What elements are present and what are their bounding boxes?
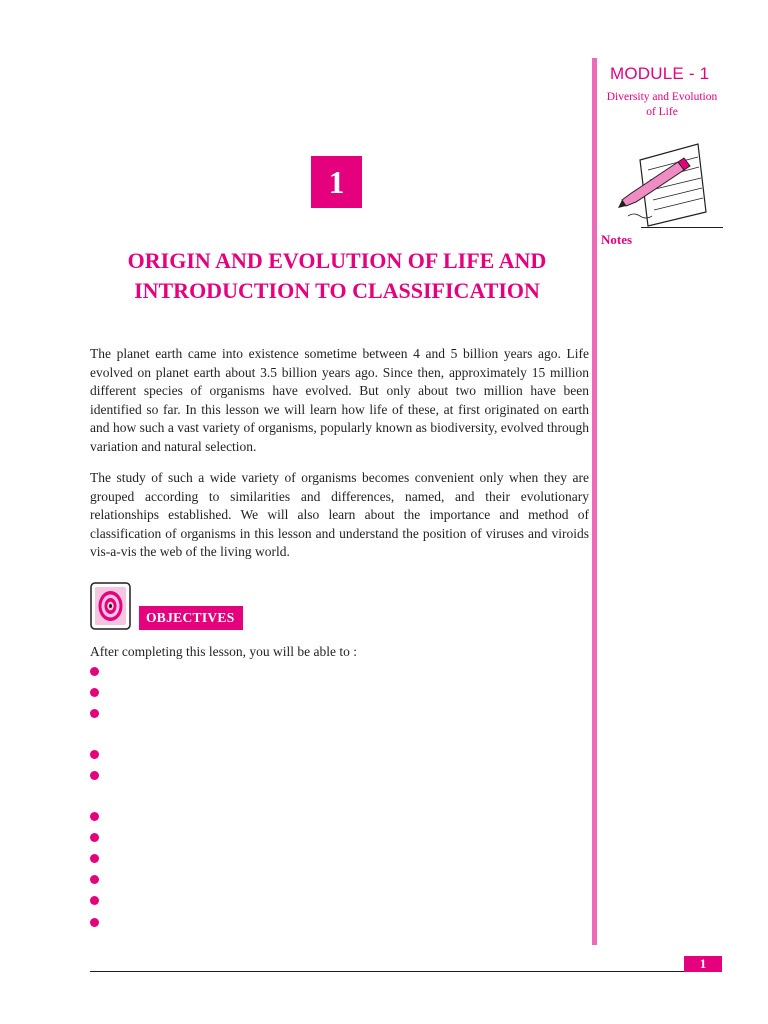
chapter-title-line2: INTRODUCTION TO CLASSIFICATION [134,278,540,303]
page-number: 1 [684,956,722,972]
chapter-title-line1: ORIGIN AND EVOLUTION OF LIFE AND [127,248,547,273]
objective-bullet [90,750,99,759]
objective-bullet [90,854,99,863]
objective-bullet [90,918,99,927]
target-icon [90,582,131,630]
objective-bullet [90,833,99,842]
notes-rule [641,227,723,228]
chapter-title [92,246,582,306]
objective-bullet [90,709,99,718]
objective-bullet [90,896,99,905]
notepad-pencil-icon [618,140,708,235]
footer-rule [90,971,722,972]
chapter-number: 1 [311,156,362,208]
module-subtitle [600,90,724,120]
objective-bullet [90,875,99,884]
margin-rule [592,58,597,945]
module-subtitle-line2: of Life [646,106,678,118]
notes-label: Notes [601,232,633,247]
module-title: MODULE - 1 [610,64,710,83]
objective-bullet [90,688,99,697]
classification-paragraph: The study of such a wide variety of organisms becomes convenient only when they are grouped according to similarities and differences, named, and their evolutionary relationships established. We will also learn about the importance and method of classification of organisms in this lesson and understand the position of viruses and viroids vis-a-vis the web of the living world. [90,470,589,559]
objectives-heading: OBJECTIVES [139,606,243,630]
objective-bullet [90,667,99,676]
objectives-lead: After completing this lesson, you will be able to : [90,644,357,659]
objective-bullet [90,771,99,780]
objective-bullet [90,812,99,821]
module-subtitle-line1: Diversity and Evolution [606,91,718,103]
intro-paragraph: The planet earth came into existence sometime between 4 and 5 billion years ago. Life evolved on planet earth about 3.5 billion years ago. Since then, approximately 15 million different species of organisms have evolved. But only about two million have been identified so far. In this lesson we will learn how life of these, at first originated on earth and how such a vast variety of organisms, popularly known as biodiversity, evolved through variation and natural selection. [90,346,589,454]
